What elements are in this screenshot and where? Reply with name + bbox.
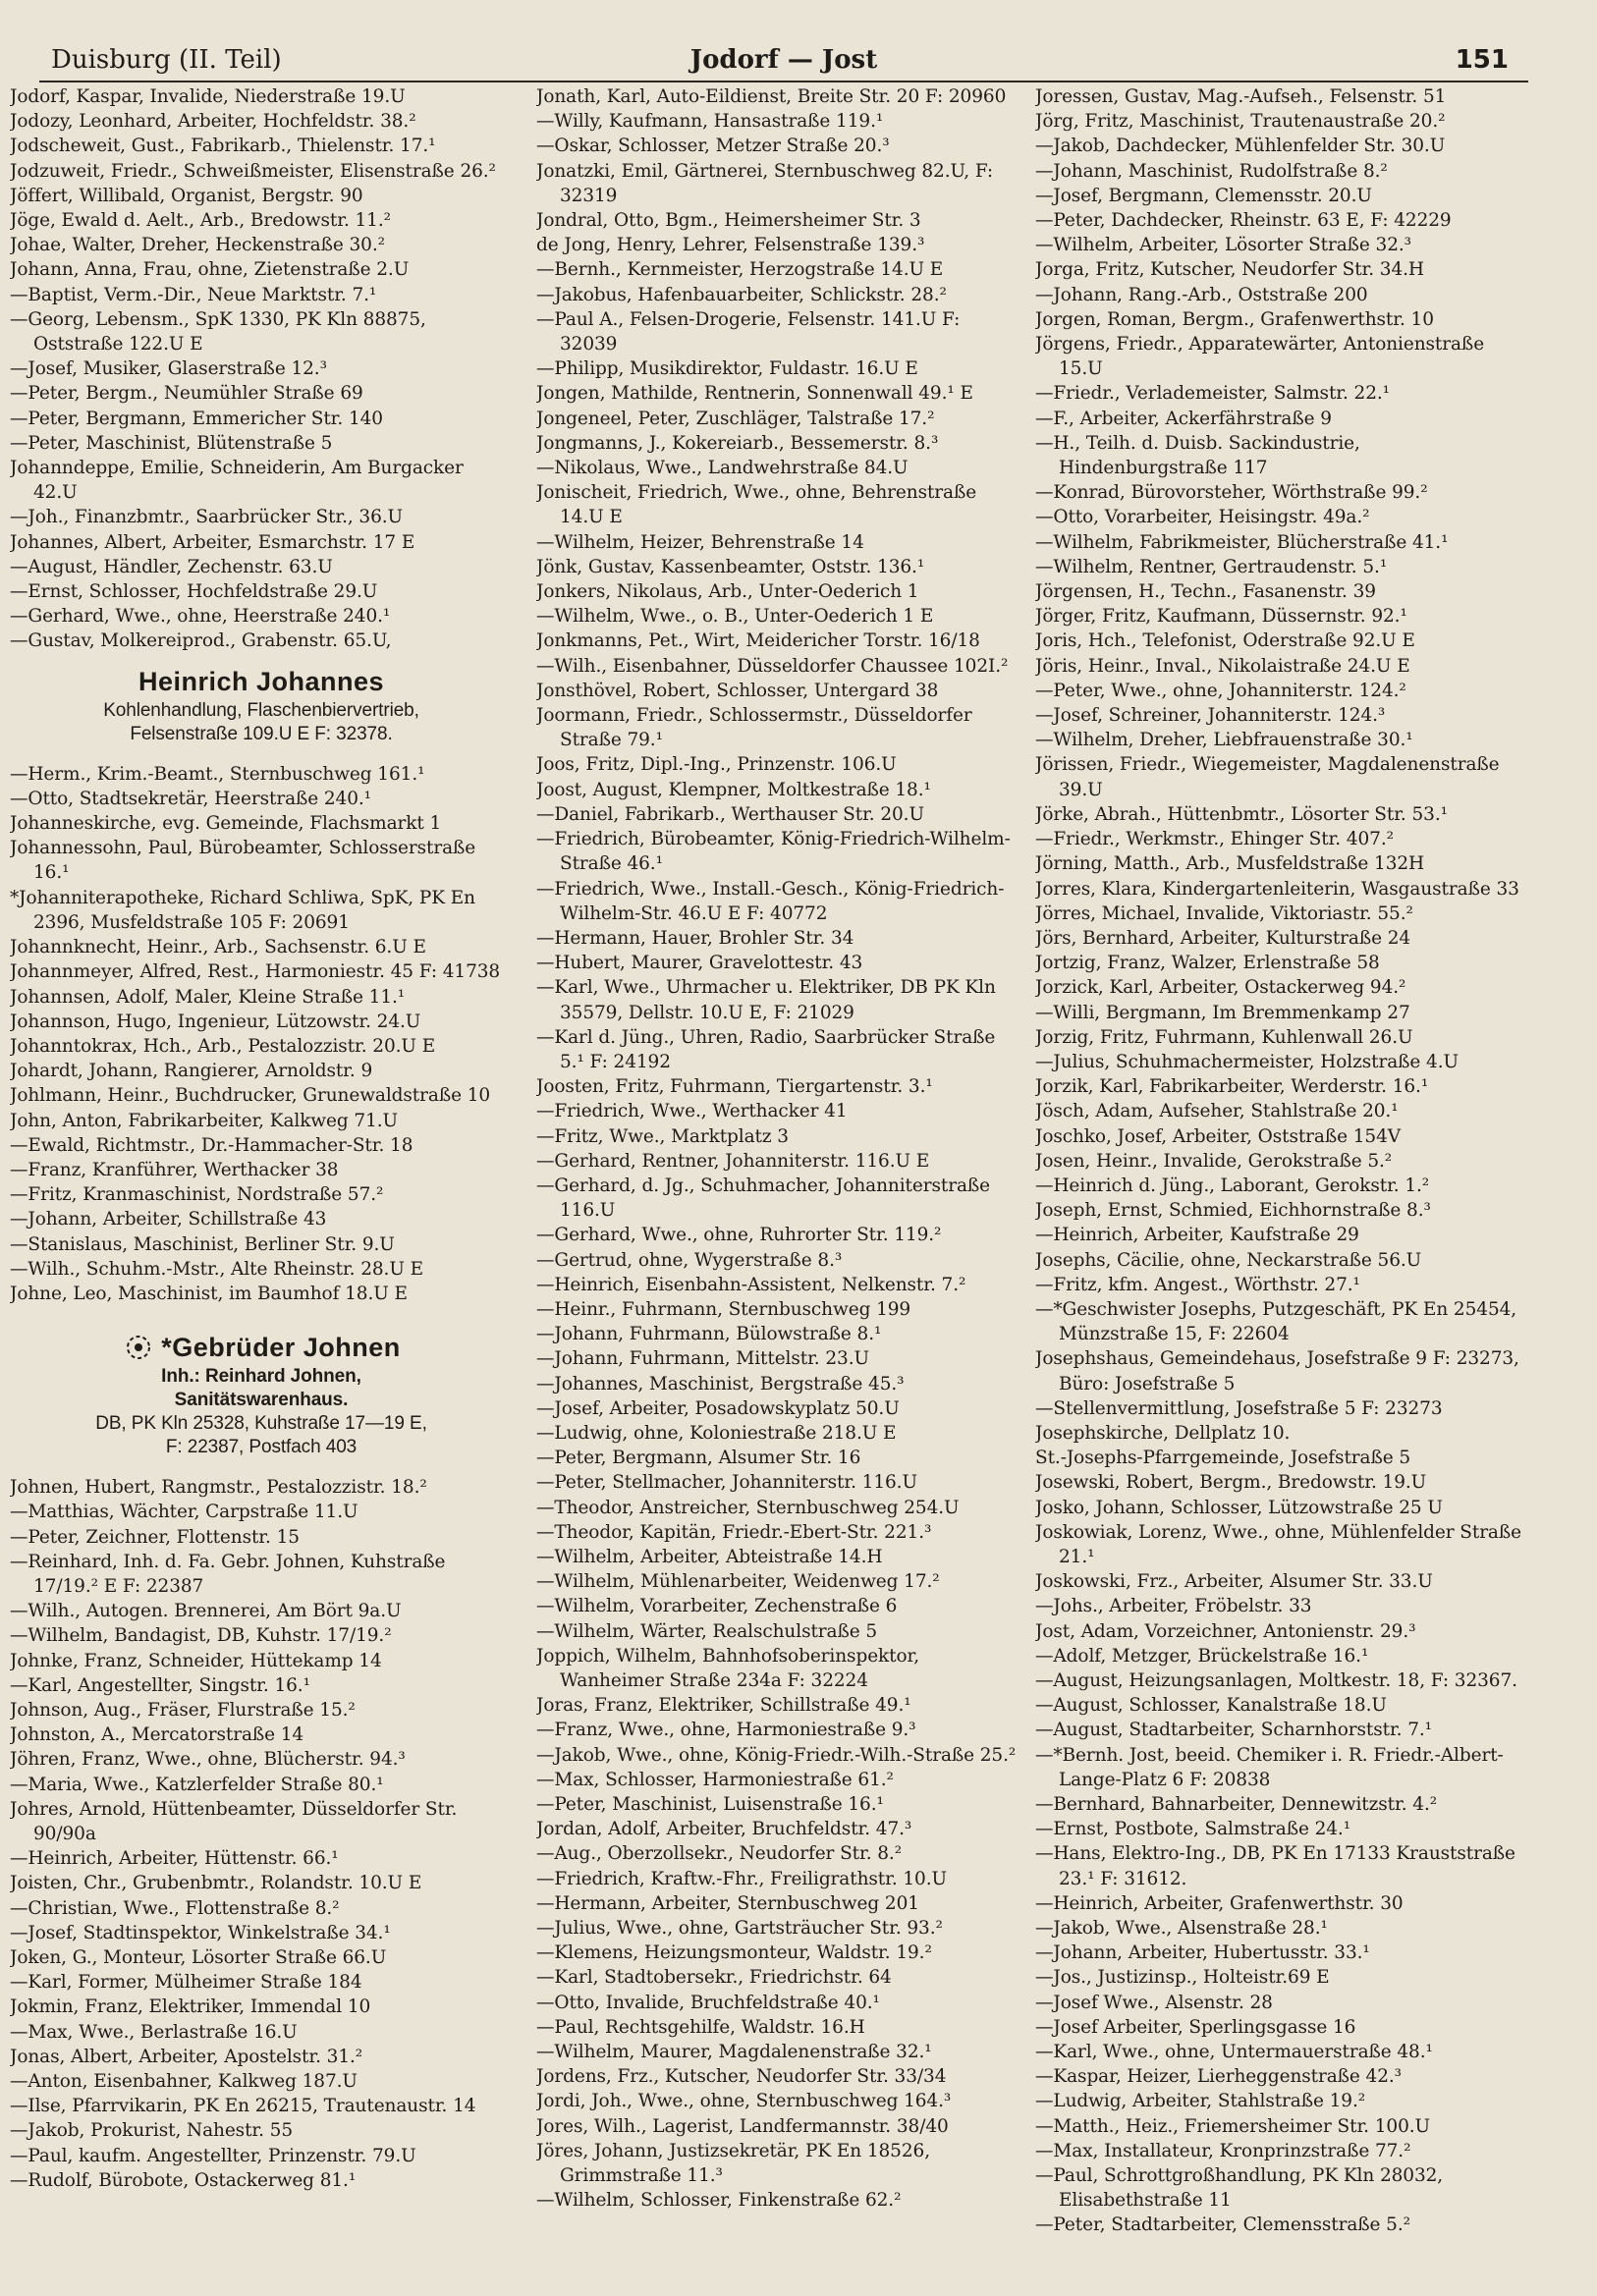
directory-entry: Johne, Leo, Maschinist, im Baumhof 18.U E bbox=[10, 1283, 408, 1304]
directory-entry: Johannson, Hugo, Ingenieur, Lützowstr. 24.U bbox=[10, 1011, 421, 1032]
advert-heinrich-johannes bbox=[10, 664, 513, 746]
directory-entry: —Franz, Wwe., ohne, Harmoniestraße 9.³ bbox=[536, 1720, 916, 1741]
directory-entry: —Julius, Schuhmachermeister, Holzstraße 4.U bbox=[1035, 1051, 1459, 1072]
directory-entry: —Karl, Wwe., ohne, Untermauerstraße 48.¹ bbox=[1035, 2042, 1433, 2063]
directory-entry: Josephshaus, Gemeindehaus, Josefstraße 9 F: 23273, Büro: Josefstraße 5 bbox=[1035, 1348, 1519, 1394]
directory-entry: —Rudolf, Bürobote, Ostackerweg 81.¹ bbox=[10, 2169, 357, 2191]
directory-entry: —Wilhelm, Wwe., o. B., Unter-Oederich 1 E bbox=[536, 606, 934, 628]
directory-entry: —Matthias, Wächter, Carpstraße 11.U bbox=[10, 1502, 358, 1523]
entry-list bbox=[10, 762, 513, 1306]
directory-entry: —Josef Wwe., Alsenstr. 28 bbox=[1035, 1992, 1273, 2013]
directory-entry: —Julius, Wwe., ohne, Gartsträucher Str. 93.² bbox=[536, 1918, 943, 1940]
directory-entry: —Ludwig, Arbeiter, Stahlstraße 19.² bbox=[1035, 2091, 1366, 2112]
directory-entry: Jönk, Gustav, Kassenbeamter, Oststr. 136.¹ bbox=[536, 556, 925, 577]
directory-entry: Joschko, Josef, Arbeiter, Oststraße 154V bbox=[1035, 1125, 1401, 1147]
directory-entry: —Jakob, Wwe., Alsenstraße 28.¹ bbox=[1035, 1918, 1328, 1940]
entry-list bbox=[10, 1475, 513, 2193]
directory-entry: —Friedr., Werkmstr., Ehinger Str. 407.² bbox=[1035, 829, 1394, 850]
directory-entry: —Peter, Stadtarbeiter, Clemensstraße 5.² bbox=[1035, 2214, 1410, 2236]
directory-entry: —Ewald, Richtmstr., Dr.-Hammacher-Str. 18 bbox=[10, 1134, 413, 1156]
directory-entry: —August, Stadtarbeiter, Scharnhorststr. 7.¹ bbox=[1035, 1720, 1433, 1741]
directory-entry: —Wilhelm, Vorarbeiter, Zechenstraße 6 bbox=[536, 1596, 898, 1617]
advert-title: *Gebrüder Johnen bbox=[161, 1333, 401, 1363]
directory-entry: —Heinrich, Arbeiter, Hüttenstr. 66.¹ bbox=[10, 1848, 339, 1870]
directory-entry: Jongmanns, J., Kokereiarb., Bessemerstr. 8.³ bbox=[536, 432, 939, 454]
directory-entry: Jösch, Adam, Aufseher, Stahlstraße 20.¹ bbox=[1035, 1101, 1399, 1122]
directory-entry: —Baptist, Verm.-Dir., Neue Marktstr. 7.¹ bbox=[10, 284, 377, 305]
directory-entry: —Josef, Bergmann, Clemensstr. 20.U bbox=[1035, 185, 1372, 206]
directory-entry: —Max, Wwe., Berlastraße 16.U bbox=[10, 2021, 298, 2043]
directory-entry: —Nikolaus, Wwe., Landwehrstraße 84.U bbox=[536, 458, 909, 479]
directory-entry: Johanndeppe, Emilie, Schneiderin, Am Burgacker 42.U bbox=[10, 458, 464, 504]
directory-entry: —Theodor, Anstreicher, Sternbuschweg 254.U bbox=[536, 1497, 960, 1518]
directory-entry: Jondral, Otto, Bgm., Heimersheimer Str. 3 bbox=[536, 210, 921, 232]
directory-entry: Josephskirche, Dellplatz 10. bbox=[1035, 1422, 1291, 1444]
directory-entry: —F., Arbeiter, Ackerfährstraße 9 bbox=[1035, 408, 1332, 429]
directory-entry: —*Geschwister Josephs, Putzgeschäft, PK En 25454, Münzstraße 15, F: 22604 bbox=[1035, 1298, 1517, 1345]
directory-entry: —Wilhelm, Fabrikmeister, Blücherstraße 41.¹ bbox=[1035, 531, 1449, 553]
directory-entry: —Peter, Wwe., ohne, Johanniterstr. 124.² bbox=[1035, 680, 1406, 701]
directory-entry: John, Anton, Fabrikarbeiter, Kalkweg 71.U bbox=[10, 1110, 399, 1131]
directory-entry: Jongeneel, Peter, Zuschläger, Talstraße 17.² bbox=[536, 408, 935, 429]
advert-line: Felsenstraße 109.U E F: 32378. bbox=[130, 723, 393, 744]
directory-entry: —Jakob, Wwe., ohne, König-Friedr.-Wilh.-Straße 25.² bbox=[536, 1744, 1017, 1766]
directory-entry: —Peter, Maschinist, Luisenstraße 16.¹ bbox=[536, 1794, 884, 1816]
advert-line: DB, PK Kln 25328, Kuhstraße 17—19 E, bbox=[95, 1413, 427, 1435]
page-header bbox=[39, 41, 1528, 82]
directory-entry: —August, Händler, Zechenstr. 63.U bbox=[10, 556, 333, 577]
directory-entry: —Heinrich, Eisenbahn-Assistent, Nelkenstr. 7.² bbox=[536, 1274, 966, 1295]
directory-entry: —Karl, Angestellter, Singstr. 16.¹ bbox=[10, 1674, 310, 1696]
directory-entry: Josewski, Robert, Bergm., Bredowstr. 19.U bbox=[1035, 1472, 1427, 1494]
directory-entry: Jorga, Fritz, Kutscher, Neudorfer Str. 34.H bbox=[1035, 259, 1424, 281]
directory-entry: —Gustav, Molkereiprod., Grabenstr. 65.U, bbox=[10, 630, 392, 652]
directory-entry: —Willy, Kaufmann, Hansastraße 119.¹ bbox=[536, 111, 884, 133]
directory-entry: Joseph, Ernst, Schmied, Eichhornstraße 8.³ bbox=[1035, 1200, 1431, 1222]
directory-entry: —Heinr., Fuhrmann, Sternbuschweg 199 bbox=[536, 1298, 911, 1320]
directory-entry: —Ernst, Postbote, Salmstraße 24.¹ bbox=[1035, 1819, 1351, 1840]
directory-entry: —Ilse, Pfarrvikarin, PK En 26215, Trautenaustr. 14 bbox=[10, 2096, 476, 2117]
directory-entry: —Friedrich, Wwe., Install.-Gesch., König-Friedrich-Wilhelm-Str. 46.U E F: 40772 bbox=[536, 878, 1005, 924]
directory-entry: Jonath, Karl, Auto-Eildienst, Breite Str. 20 F: 20960 bbox=[536, 86, 1007, 107]
directory-entry: —Johann, Arbeiter, Hubertusstr. 33.¹ bbox=[1035, 1942, 1370, 1964]
directory-entry: Johae, Walter, Dreher, Heckenstraße 30.² bbox=[10, 235, 385, 256]
directory-entry: —Johann, Fuhrmann, Mittelstr. 23.U bbox=[536, 1348, 869, 1370]
directory-entry: Josko, Johann, Schlosser, Lützowstraße 25 U bbox=[1035, 1497, 1443, 1518]
directory-entry: —Karl, Wwe., Uhrmacher u. Elektriker, DB PK Kln 35579, Dellstr. 10.U E, F: 21029 bbox=[536, 977, 996, 1023]
directory-entry: Jöres, Johann, Justizsekretär, PK En 18526, Grimmstraße 11.³ bbox=[536, 2140, 930, 2187]
directory-entry: —Wilhelm, Schlosser, Finkenstraße 62.² bbox=[536, 2190, 902, 2212]
directory-entry: —August, Schlosser, Kanalstraße 18.U bbox=[1035, 1695, 1387, 1717]
directory-entry: —Jakob, Prokurist, Nahestr. 55 bbox=[10, 2120, 294, 2142]
directory-entry: Johannsen, Adolf, Maler, Kleine Straße 11.¹ bbox=[10, 986, 406, 1008]
advert-gebrueder-johnen bbox=[10, 1330, 513, 1459]
directory-entry: —Franz, Kranführer, Werthacker 38 bbox=[10, 1159, 339, 1180]
directory-entry: —Peter, Stellmacher, Johanniterstr. 116.U bbox=[536, 1472, 917, 1494]
directory-entry: —H., Teilh. d. Duisb. Sackindustrie, Hindenburgstraße 117 bbox=[1035, 432, 1360, 479]
directory-entry: Jonkers, Nikolaus, Arb., Unter-Oederich 1 bbox=[536, 581, 919, 603]
directory-entry: Joosten, Fritz, Fuhrmann, Tiergartenstr. 3.¹ bbox=[536, 1076, 933, 1098]
directory-entry: St.-Josephs-Pfarrgemeinde, Josefstraße 5 bbox=[1035, 1448, 1411, 1469]
directory-entry: Joormann, Friedr., Schlossermstr., Düsseldorfer Straße 79.¹ bbox=[536, 705, 972, 751]
directory-entry: Joos, Fritz, Dipl.-Ing., Prinzenstr. 106.U bbox=[536, 754, 897, 776]
directory-entry: —Paul, Schrottgroßhandlung, PK Kln 28032, Elisabethstraße 11 bbox=[1035, 2165, 1444, 2212]
directory-entry: —Hubert, Maurer, Gravelottestr. 43 bbox=[536, 953, 863, 974]
directory-entry: Joken, G., Monteur, Lösorter Straße 66.U bbox=[10, 1947, 387, 1968]
directory-entry: —Wilhelm, Maurer, Magdalenenstraße 32.¹ bbox=[536, 2042, 932, 2063]
directory-entry: Jorzig, Fritz, Fuhrmann, Kuhlenwall 26.U bbox=[1035, 1026, 1413, 1048]
directory-entry: —Heinrich, Arbeiter, Kaufstraße 29 bbox=[1035, 1225, 1359, 1246]
directory-entry: Jores, Wilh., Lagerist, Landfermannstr. 38/40 bbox=[536, 2115, 949, 2137]
directory-entry: —Philipp, Musikdirektor, Fuldastr. 16.U E bbox=[536, 358, 918, 380]
directory-entry: Jordens, Frz., Kutscher, Neudorfer Str. 33/34 bbox=[536, 2066, 947, 2088]
directory-entry: Jorzik, Karl, Fabrikarbeiter, Werderstr. 16.¹ bbox=[1035, 1076, 1429, 1098]
directory-entry: Jorgen, Roman, Bergm., Grafenwerthstr. 10 bbox=[1035, 308, 1434, 330]
directory-entry: —Fritz, Wwe., Marktplatz 3 bbox=[536, 1125, 789, 1147]
directory-entry: Jörres, Michael, Invalide, Viktoriastr. 55.² bbox=[1035, 902, 1413, 924]
directory-entry: —Peter, Bergmann, Emmericher Str. 140 bbox=[10, 408, 383, 429]
directory-entry: —Josef, Arbeiter, Posadowskyplatz 50.U bbox=[536, 1397, 900, 1419]
directory-entry: Jodozy, Leonhard, Arbeiter, Hochfeldstr. 38.² bbox=[10, 111, 416, 133]
directory-entry: —Hermann, Hauer, Brohler Str. 34 bbox=[536, 927, 854, 949]
directory-entry: —Friedr., Verlademeister, Salmstr. 22.¹ bbox=[1035, 383, 1390, 405]
directory-entry: —Matth., Heiz., Friemersheimer Str. 100.U bbox=[1035, 2115, 1431, 2137]
directory-entry: —Daniel, Fabrikarb., Werthauser Str. 20.U bbox=[536, 803, 924, 825]
directory-entry: —Konrad, Bürovorsteher, Wörthstraße 99.² bbox=[1035, 482, 1428, 504]
directory-entry: —Theodor, Kapitän, Friedr.-Ebert-Str. 221.³ bbox=[536, 1521, 932, 1543]
directory-entry: Jodscheweit, Gust., Fabrikarb., Thielenstr. 17.¹ bbox=[10, 136, 436, 157]
directory-entry: —August, Heizungsanlagen, Moltkestr. 18, F: 32367. bbox=[1035, 1670, 1517, 1691]
directory-entry: Joskowski, Frz., Arbeiter, Alsumer Str. 33.U bbox=[1035, 1571, 1433, 1593]
directory-entry: Johnston, A., Mercatorstraße 14 bbox=[10, 1724, 304, 1746]
directory-entry: —Bernh., Kernmeister, Herzogstraße 14.U E bbox=[536, 259, 944, 281]
column-2 bbox=[536, 84, 1019, 2284]
directory-entry: —Hermann, Arbeiter, Sternbuschweg 201 bbox=[536, 1892, 919, 1914]
directory-entry: —Johannes, Maschinist, Bergstraße 45.³ bbox=[536, 1373, 905, 1394]
directory-entry: Jörs, Bernhard, Arbeiter, Kulturstraße 24 bbox=[1035, 927, 1411, 949]
directory-entry: Johlmann, Heinr., Buchdrucker, Grunewaldstraße 10 bbox=[10, 1085, 491, 1107]
directory-entry: —Georg, Lebensm., SpK 1330, PK Kln 88875, Oststraße 122.U E bbox=[10, 308, 426, 355]
directory-entry: —Willi, Bergmann, Im Bremmenkamp 27 bbox=[1035, 1002, 1410, 1023]
directory-entry: —Paul, kaufm. Angestellter, Prinzenstr. 79.U bbox=[10, 2145, 416, 2166]
directory-entry: —Jakobus, Hafenbauarbeiter, Schlickstr. 28.² bbox=[536, 284, 947, 305]
directory-entry: —Heinrich, Arbeiter, Grafenwerthstr. 30 bbox=[1035, 1892, 1404, 1914]
directory-entry: —Wilhelm, Arbeiter, Abteistraße 14.H bbox=[536, 1546, 883, 1567]
directory-entry: Josen, Heinr., Invalide, Gerokstraße 5.² bbox=[1035, 1150, 1393, 1172]
directory-entry: —Ernst, Schlosser, Hochfeldstraße 29.U bbox=[10, 581, 378, 603]
directory-entry: Jonsthövel, Robert, Schlosser, Untergard 38 bbox=[536, 680, 939, 701]
directory-entry: Josephs, Cäcilie, ohne, Neckarstraße 56.U bbox=[1035, 1249, 1422, 1271]
directory-entry: —Wilh., Eisenbahner, Düsseldorfer Chaussee 102I.² bbox=[536, 655, 1009, 677]
directory-entry: —Fritz, Kranmaschinist, Nordstraße 57.² bbox=[10, 1184, 384, 1206]
directory-entry: Jörgens, Friedr., Apparatewärter, Antonienstraße 15.U bbox=[1035, 334, 1485, 380]
directory-entry: —Josef Arbeiter, Sperlingsgasse 16 bbox=[1035, 2016, 1356, 2038]
directory-entry: —Wilhelm, Rentner, Gertraudenstr. 5.¹ bbox=[1035, 556, 1388, 577]
directory-entry: Johardt, Johann, Rangierer, Arnoldstr. 9 bbox=[10, 1061, 373, 1082]
directory-entry: —Gerhard, Rentner, Johanniterstr. 116.U E bbox=[536, 1150, 930, 1172]
directory-entry: —*Bernh. Jost, beeid. Chemiker i. R. Friedr.-Albert-Lange-Platz 6 F: 20838 bbox=[1035, 1744, 1504, 1790]
directory-entry: Jost, Adam, Vorzeichner, Antonienstr. 29.³ bbox=[1035, 1620, 1416, 1642]
directory-entry: Johanneskirche, evg. Gemeinde, Flachsmarkt 1 bbox=[10, 813, 442, 835]
directory-entry: —Johann, Arbeiter, Schillstraße 43 bbox=[10, 1209, 327, 1230]
column-1 bbox=[10, 84, 513, 2284]
directory-entry: —Bernhard, Bahnarbeiter, Dennewitzstr. 4.² bbox=[1035, 1794, 1438, 1816]
directory-entry: Jortzig, Franz, Walzer, Erlenstraße 58 bbox=[1035, 953, 1380, 974]
directory-entry: Jodorf, Kaspar, Invalide, Niederstraße 19.U bbox=[10, 86, 406, 107]
advert-line: Inh.: Reinhard Johnen, bbox=[161, 1366, 361, 1388]
directory-entry: —Peter, Zeichner, Flottenstr. 15 bbox=[10, 1526, 300, 1548]
directory-entry: —Otto, Stadtsekretär, Heerstraße 240.¹ bbox=[10, 788, 371, 809]
directory-entry: —Karl, Stadtobersekr., Friedrichstr. 64 bbox=[536, 1967, 892, 1989]
directory-entry: Jokmin, Franz, Elektriker, Immendal 10 bbox=[10, 1996, 371, 2018]
directory-entry: Jongen, Mathilde, Rentnerin, Sonnenwall 49.¹ E bbox=[536, 383, 973, 405]
directory-entry: —Gerhard, Wwe., ohne, Ruhrorter Str. 119.² bbox=[536, 1225, 942, 1246]
directory-entry: Joressen, Gustav, Mag.-Aufseh., Felsenstr. 51 bbox=[1035, 86, 1447, 107]
directory-entry: —Fritz, kfm. Angest., Wörthstr. 27.¹ bbox=[1035, 1274, 1360, 1295]
directory-entry: —Wilh., Schuhm.-Mstr., Alte Rheinstr. 28.U E bbox=[10, 1258, 424, 1280]
directory-entry: —Aug., Oberzollsekr., Neudorfer Str. 8.² bbox=[536, 1843, 903, 1865]
directory-entry: Jorzick, Karl, Arbeiter, Ostackerweg 94.² bbox=[1035, 977, 1406, 999]
directory-entry: —Peter, Dachdecker, Rheinstr. 63 E, F: 42229 bbox=[1035, 210, 1452, 232]
page-number: 151 bbox=[1455, 45, 1509, 75]
directory-entry: —Jos., Justizinsp., Holteistr.69 E bbox=[1035, 1967, 1330, 1989]
directory-entry: Joskowiak, Lorenz, Wwe., ohne, Mühlenfelder Straße 21.¹ bbox=[1035, 1521, 1521, 1567]
directory-entry: —Gerhard, Wwe., ohne, Heerstraße 240.¹ bbox=[10, 606, 391, 628]
directory-entry: —Max, Schlosser, Harmoniestraße 61.² bbox=[536, 1769, 894, 1790]
directory-entry: Joras, Franz, Elektriker, Schillstraße 49.¹ bbox=[536, 1695, 911, 1717]
directory-entry: —Oskar, Schlosser, Metzer Straße 20.³ bbox=[536, 136, 890, 157]
directory-entry: Jöge, Ewald d. Aelt., Arb., Bredowstr. 11.² bbox=[10, 210, 391, 232]
directory-entry: Joris, Hch., Telefonist, Oderstraße 92.U E bbox=[1035, 630, 1415, 652]
directory-entry: —Adolf, Metzger, Brückelstraße 16.¹ bbox=[1035, 1645, 1369, 1667]
directory-entry: —Friedrich, Bürobeamter, König-Friedrich-Wilhelm-Straße 46.¹ bbox=[536, 829, 1011, 875]
advert-title: Heinrich Johannes bbox=[138, 666, 385, 696]
directory-entry: —Paul, Rechtsgehilfe, Waldstr. 16.H bbox=[536, 2016, 865, 2038]
directory-entry: Joisten, Chr., Grubenbmtr., Rolandstr. 10.U E bbox=[10, 1873, 422, 1894]
ornament-icon bbox=[122, 1331, 155, 1364]
header-range: Jodorf — Jost bbox=[689, 45, 878, 75]
directory-entry: —Stanislaus, Maschinist, Berliner Str. 9.U bbox=[10, 1233, 395, 1255]
directory-entry: Johann, Anna, Frau, ohne, Zietenstraße 2.U bbox=[10, 259, 410, 281]
directory-entry: —Karl, Former, Mülheimer Straße 184 bbox=[10, 1972, 362, 1994]
directory-entry: —Peter, Bergmann, Alsumer Str. 16 bbox=[536, 1448, 861, 1469]
directory-entry: —Max, Installateur, Kronprinzstraße 77.² bbox=[1035, 2140, 1411, 2161]
directory-entry: —Friedrich, Kraftw.-Fhr., Freiligrathstr. 10.U bbox=[536, 1868, 947, 1889]
directory-entry: Jöffert, Willibald, Organist, Bergstr. 90 bbox=[10, 185, 363, 206]
directory-entry: —Wilhelm, Arbeiter, Lösorter Straße 32.³ bbox=[1035, 235, 1411, 256]
directory-entry: —Josef, Schreiner, Johanniterstr. 124.³ bbox=[1035, 705, 1386, 727]
directory-entry: —Wilhelm, Mühlenarbeiter, Weidenweg 17.² bbox=[536, 1571, 940, 1593]
directory-entry: —Kaspar, Heizer, Lierheggenstraße 42.³ bbox=[1035, 2066, 1402, 2088]
directory-entry: Jörgensen, H., Techn., Fasanenstr. 39 bbox=[1035, 581, 1376, 603]
directory-entry: —Wilhelm, Wärter, Realschulstraße 5 bbox=[536, 1620, 878, 1642]
directory-entry: —Johann, Fuhrmann, Bülowstraße 8.¹ bbox=[536, 1324, 882, 1345]
directory-entry: Johannessohn, Paul, Bürobeamter, Schlosserstraße 16.¹ bbox=[10, 838, 476, 884]
directory-entry: Jorres, Klara, Kindergartenleiterin, Wasgaustraße 33 bbox=[1035, 878, 1519, 900]
entry-list bbox=[10, 84, 513, 654]
directory-entry: —Friedrich, Wwe., Werthacker 41 bbox=[536, 1101, 848, 1122]
advert-line: Sanitätswarenhaus. bbox=[174, 1390, 349, 1411]
directory-entry: —Otto, Vorarbeiter, Heisingstr. 49a.² bbox=[1035, 507, 1370, 528]
directory-entry: —Wilhelm, Dreher, Liebfrauenstraße 30.¹ bbox=[1035, 730, 1413, 751]
directory-entry: Jodzuweit, Friedr., Schweißmeister, Elisenstraße 26.² bbox=[10, 160, 496, 182]
directory-entry: —Wilhelm, Heizer, Behrenstraße 14 bbox=[536, 531, 864, 553]
directory-entry: Johres, Arnold, Hüttenbeamter, Düsseldorfer Str. 90/90a bbox=[10, 1798, 458, 1844]
directory-entry: Jörke, Abrah., Hüttenbmtr., Lösorter Str. 53.¹ bbox=[1035, 803, 1448, 825]
directory-entry: —Josef, Musiker, Glaserstraße 12.³ bbox=[10, 358, 327, 380]
directory-entry: —Wilh., Autogen. Brennerei, Am Bört 9a.U bbox=[10, 1601, 402, 1622]
directory-entry: Jöris, Heinr., Inval., Nikolaistraße 24.U E bbox=[1035, 655, 1410, 677]
directory-entry: —Paul A., Felsen-Drogerie, Felsenstr. 141.U F: 32039 bbox=[536, 308, 961, 355]
directory-entry: —Christian, Wwe., Flottenstraße 8.² bbox=[10, 1897, 340, 1919]
directory-entry: Johnke, Franz, Schneider, Hüttekamp 14 bbox=[10, 1650, 382, 1671]
directory-entry: —Herm., Krim.-Beamt., Sternbuschweg 161.¹ bbox=[10, 763, 425, 785]
entry-list bbox=[1035, 84, 1526, 2238]
directory-entry: —Anton, Eisenbahner, Kalkweg 187.U bbox=[10, 2071, 358, 2093]
directory-entry: —Gerhard, d. Jg., Schuhmacher, Johanniterstraße 116.U bbox=[536, 1175, 990, 1222]
directory-entry: —Hans, Elektro-Ing., DB, PK En 17133 Krauststraße 23.¹ F: 31612. bbox=[1035, 1843, 1515, 1889]
header-city: Duisburg (II. Teil) bbox=[51, 45, 282, 75]
directory-entry: Johannknecht, Heinr., Arb., Sachsenstr. 6.U E bbox=[10, 937, 426, 958]
advert-line: Kohlenhandlung, Flaschenbiervertrieb, bbox=[103, 699, 419, 721]
directory-entry: Jörg, Fritz, Maschinist, Trautenaustraße 20.² bbox=[1035, 111, 1446, 133]
directory-entry: —Ludwig, ohne, Koloniestraße 218.U E bbox=[536, 1422, 897, 1444]
directory-entry: —Gertrud, ohne, Wygerstraße 8.³ bbox=[536, 1249, 843, 1271]
directory-entry: Johanntokrax, Hch., Arb., Pestalozzistr. 20.U E bbox=[10, 1035, 436, 1057]
directory-entry: —Josef, Stadtinspektor, Winkelstraße 34.¹ bbox=[10, 1922, 391, 1943]
directory-entry: Johnen, Hubert, Rangmstr., Pestalozzistr. 18.² bbox=[10, 1477, 427, 1499]
directory-entry: Johannes, Albert, Arbeiter, Esmarchstr. 17 E bbox=[10, 531, 415, 553]
directory-entry: Jonkmanns, Pet., Wirt, Meidericher Torstr. 16/18 bbox=[536, 630, 980, 652]
directory-entry: —Johann, Maschinist, Rudolfstraße 8.² bbox=[1035, 160, 1388, 182]
entry-list bbox=[536, 84, 1019, 2213]
directory-entry: —Peter, Maschinist, Blütenstraße 5 bbox=[10, 432, 333, 454]
directory-entry: —Joh., Finanzbmtr., Saarbrücker Str., 36.U bbox=[10, 507, 404, 528]
directory-entry: Jörger, Fritz, Kaufmann, Düssernstr. 92.¹ bbox=[1035, 606, 1407, 628]
directory-entry: Jöhren, Franz, Wwe., ohne, Blücherstr. 94.³ bbox=[10, 1749, 406, 1771]
directory-entry: —Heinrich d. Jüng., Laborant, Gerokstr. 1.² bbox=[1035, 1175, 1430, 1196]
directory-entry: —Klemens, Heizungsmonteur, Waldstr. 19.² bbox=[536, 1942, 932, 1964]
directory-entry: Jonatzki, Emil, Gärtnerei, Sternbuschweg 82.U, F: 32319 bbox=[536, 160, 994, 206]
directory-entry: Joost, August, Klempner, Moltkestraße 18.¹ bbox=[536, 779, 931, 800]
directory-entry: —Jakob, Dachdecker, Mühlenfelder Str. 30.U bbox=[1035, 136, 1446, 157]
directory-entry: Jörning, Matth., Arb., Musfeldstraße 132H bbox=[1035, 853, 1425, 875]
directory-entry: Jonischeit, Friedrich, Wwe., ohne, Behrenstraße 14.U E bbox=[536, 482, 977, 528]
directory-entry: Johnson, Aug., Fräser, Flurstraße 15.² bbox=[10, 1699, 356, 1721]
directory-entry: —Wilhelm, Bandagist, DB, Kuhstr. 17/19.² bbox=[10, 1625, 392, 1647]
directory-entry: Jordan, Adolf, Arbeiter, Bruchfeldstr. 47.³ bbox=[536, 1819, 912, 1840]
directory-entry: —Maria, Wwe., Katzlerfelder Straße 80.¹ bbox=[10, 1774, 384, 1795]
directory-entry: —Peter, Bergm., Neumühler Straße 69 bbox=[10, 383, 363, 405]
directory-entry: —Johs., Arbeiter, Fröbelstr. 33 bbox=[1035, 1596, 1312, 1617]
directory-entry: *Johanniterapotheke, Richard Schliwa, SpK, PK En 2396, Musfeldstraße 105 F: 20691 bbox=[10, 887, 475, 933]
directory-entry: —Johann, Rang.-Arb., Oststraße 200 bbox=[1035, 284, 1368, 305]
column-3 bbox=[1035, 84, 1526, 2284]
directory-entry: Jordi, Joh., Wwe., ohne, Sternbuschweg 164.³ bbox=[536, 2091, 952, 2112]
directory-entry: Jörissen, Friedr., Wiegemeister, Magdalenenstraße 39.U bbox=[1035, 754, 1500, 800]
directory-entry: Joppich, Wilhelm, Bahnhofsoberinspektor, Wanheimer Straße 234a F: 32224 bbox=[536, 1645, 920, 1691]
directory-entry: —Reinhard, Inh. d. Fa. Gebr. Johnen, Kuhstraße 17/19.² E F: 22387 bbox=[10, 1551, 446, 1597]
directory-entry: de Jong, Henry, Lehrer, Felsenstraße 139.³ bbox=[536, 235, 925, 256]
advert-line: F: 22387, Postfach 403 bbox=[165, 1437, 358, 1458]
directory-entry: —Stellenvermittlung, Josefstraße 5 F: 23273 bbox=[1035, 1397, 1443, 1419]
directory-entry: Jonas, Albert, Arbeiter, Apostelstr. 31.² bbox=[10, 2046, 363, 2067]
directory-entry: —Otto, Invalide, Bruchfeldstraße 40.¹ bbox=[536, 1992, 880, 2013]
directory-entry: Johannmeyer, Alfred, Rest., Harmoniestr. 45 F: 41738 bbox=[10, 961, 501, 983]
directory-entry: —Karl d. Jüng., Uhren, Radio, Saarbrücker Straße 5.¹ F: 24192 bbox=[536, 1026, 996, 1072]
